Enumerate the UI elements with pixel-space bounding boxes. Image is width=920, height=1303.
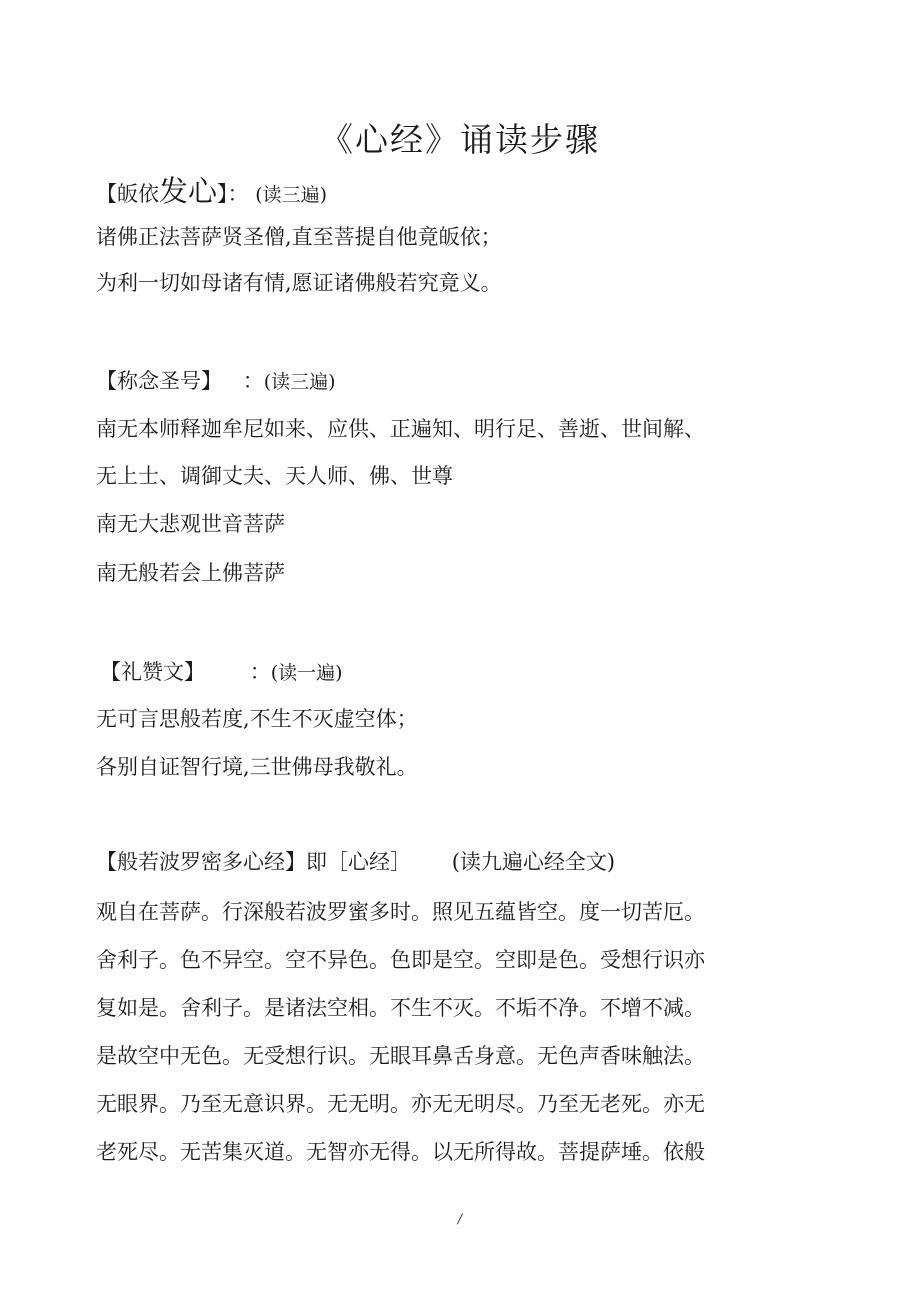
praise-sep: ： — [249, 660, 271, 684]
sutra-line: 老死尽。无苦集灭道。无智亦无得。以无所得故。菩提萨埵。依般 — [96, 1140, 705, 1164]
refuge-line: 为利一切如母诸有情,愿证诸佛般若究竟义。 — [96, 271, 502, 295]
holy-names-line: 南无本师释迦牟尼如来、应供、正遍知、明行足、善逝、世间解、 — [96, 417, 705, 441]
sutra-line: 无眼界。乃至无意识界。无无明。亦无无明尽。乃至无老死。亦无 — [96, 1092, 705, 1116]
section-header-holy-names — [96, 366, 336, 397]
holy-names-line: 无上士、调御丈夫、天人师、佛、世尊 — [96, 464, 453, 488]
praise-header: 【礼赞文】 — [100, 660, 205, 684]
refuge-note: (读三遍) — [255, 184, 328, 206]
sutra-line: 是故空中无色。无受想行识。无眼耳鼻舌身意。无色声香味触法。 — [96, 1044, 705, 1068]
sutra-line: 舍利子。色不异空。空不异色。色即是空。空即是色。受想行识亦 — [96, 948, 705, 972]
sutra-line: 复如是。舍利子。是诸法空相。不生不灭。不垢不净。不增不减。 — [96, 996, 705, 1020]
sutra-note: (读九遍心经全文) — [451, 850, 616, 874]
refuge-line: 诸佛正法菩萨贤圣僧,直至菩提自他竟皈依； — [96, 225, 502, 249]
holy-names-line: 南无大悲观世音菩萨 — [96, 512, 285, 536]
praise-line: 各别自证智行境,三世佛母我敬礼。 — [96, 755, 418, 779]
sutra-line: 观自在菩萨。行深般若波罗蜜多时。照见五蕴皆空。度一切苦厄。 — [96, 900, 705, 924]
section-header-praise — [100, 657, 343, 688]
page-number: / — [457, 1212, 463, 1227]
sutra-header: 【般若波罗密多心经】即［心经］ — [96, 850, 411, 874]
refuge-header-large: 发心 — [159, 174, 218, 208]
holy-names-line: 南无般若会上佛菩萨 — [96, 561, 285, 585]
holy-names-header: 【称念圣号】 — [96, 369, 222, 393]
refuge-header-open: 【皈依 — [96, 182, 159, 206]
document-title: 《心经》诵读步骤 — [320, 120, 600, 159]
section-header-sutra — [96, 847, 615, 877]
praise-line: 无可言思般若度,不生不灭虚空体； — [96, 707, 418, 731]
holy-names-note: (读三遍) — [263, 371, 336, 393]
holy-names-sep: ： — [242, 369, 264, 393]
section-header-refuge — [96, 176, 327, 210]
praise-note: (读一遍) — [270, 662, 343, 684]
refuge-header-close: 】： — [217, 182, 249, 206]
